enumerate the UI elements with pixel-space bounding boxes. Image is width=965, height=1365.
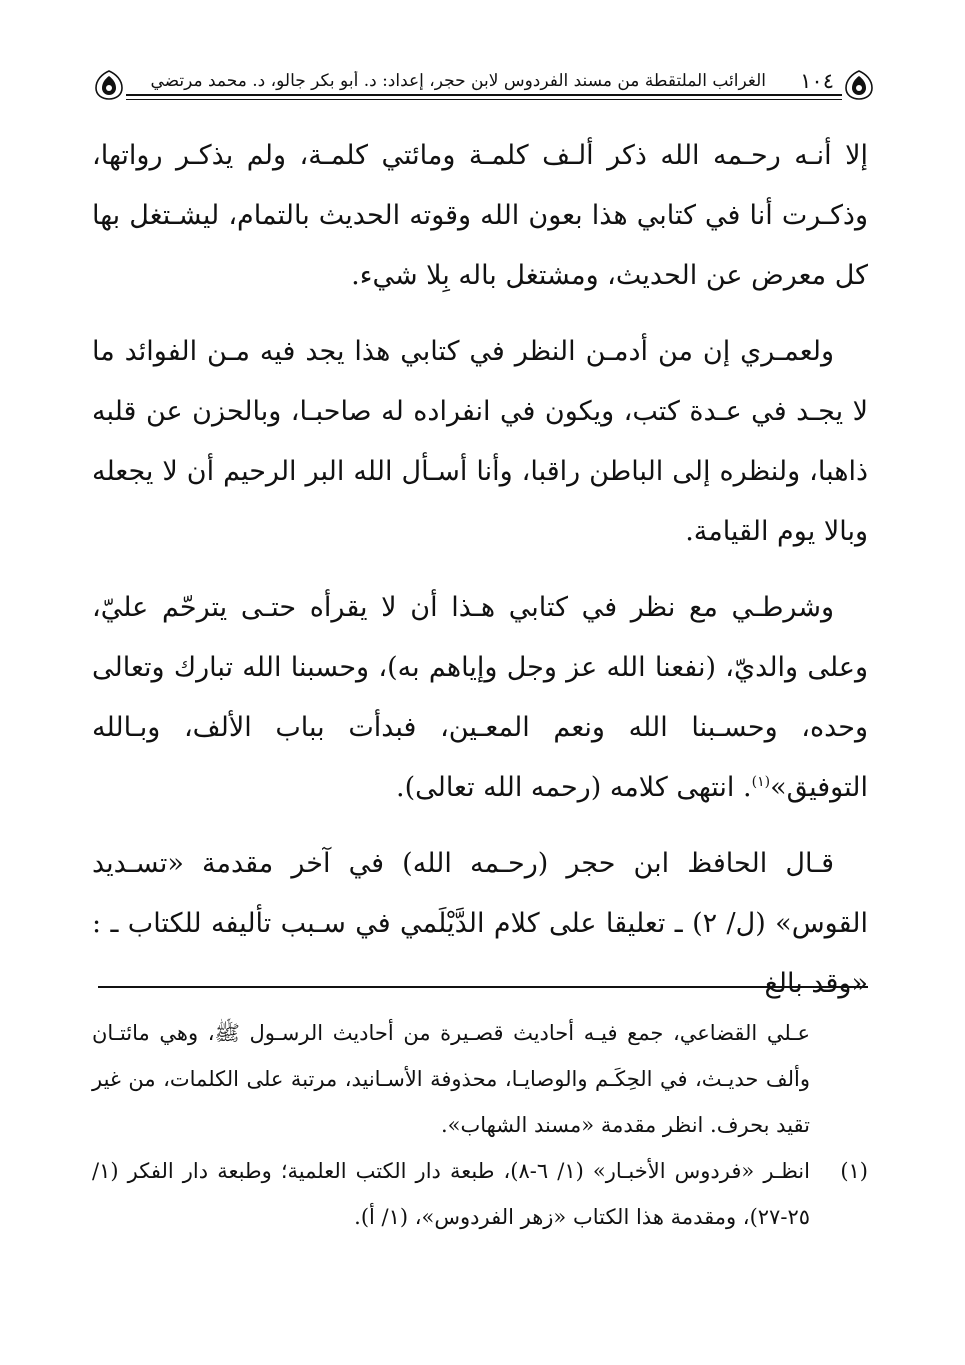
header-rule-thick — [126, 94, 842, 96]
paragraph: إلا أنـه رحـمه الله ذكر ألـف كلمـة ومائتي كلمـة، ولم يذكـر رواتها، وذكـرت أنا في كتابي هذا بعون الله وقوته الحديث بالتمام، ليشـتغل بها كل معرض عن الحديث، ومشتغل باله بِلا شيء. — [92, 140, 868, 291]
header-ornament-right — [842, 68, 876, 102]
footnotes — [92, 1010, 868, 1240]
paragraph: ولعمـري إن من أدمـن النظر في كتابي هذا يجد فيه مـن الفوائد ما لا يجـد في عـدة كتب، ويكون في انفراده له صاحبـا، وبالحزن عن قلبه ذاهبا، ولنظره إلى الباطن راقبا، وأنا أسـأل الله البر الرحيم أن لا يجعله وبالا يوم القيامة. — [92, 336, 868, 547]
footnote-reference[interactable]: (١) — [751, 774, 771, 790]
footnote-separator — [98, 986, 868, 988]
footnote-mark: (١) — [840, 1159, 868, 1183]
header-rule-thin — [126, 99, 842, 100]
paragraph-tail: . انتهى كلامه (رحمه الله تعالى). — [395, 772, 752, 803]
page-number: ١٠٤ — [800, 69, 834, 93]
header-ornament-left — [92, 68, 126, 102]
footnote-text: انظـر «فردوس الأخبـار» (١/ ٦-٨)، طبعة دار الكتب العلمية؛ وطبعة دار الفكر (١/ ٢٥-٢٧)، ومقدمة هذا الكتاب «زهر الفردوس»، (١/ أ). — [92, 1159, 810, 1229]
running-title: الغرائب الملتقطة من مسند الفردوس لابن حجر، إعداد: د. أبو بكر جالو، د. محمد مرتضي — [150, 71, 766, 91]
paragraph: قـال الحافظ ابن حجر (رحـمه الله) في آخر مقدمة «تسـديد القوس» (ل/ ٢) ـ تعليقا على كلام الدَّيْلَمي في سـبب تأليفه للكتاب ـ : «وقد بالغ — [92, 848, 868, 999]
footnote — [92, 1148, 868, 1240]
main-text — [92, 126, 868, 1030]
running-header — [92, 68, 876, 102]
paragraph-text: وشرطـي مع نظر في كتابي هـذا أن لا يقرأه حتـى يترحّم عليّ، وعلى والديّ، (نفعنا الله عز وجل وإياهم به)، وحسبنا الله تبارك وتعالى وحده، وحسـبنا الله ونعم المعـين، فبدأت بباب الألف، وبـالله التوفيق» — [92, 592, 868, 803]
paragraph — [92, 578, 868, 818]
footnote-continuation: عـلي القضاعي، جمع فيـه أحاديث قصـيرة من أحاديث الرسـول ﷺ، وهي مائتـان وألف حديـث، في الحِكَـم والوصايـا، محذوفة الأسـانيد، مرتبة على الكلمات، من غير تقيد بحرف. انظر مقدمة «مسند الشهاب». — [92, 1021, 810, 1137]
